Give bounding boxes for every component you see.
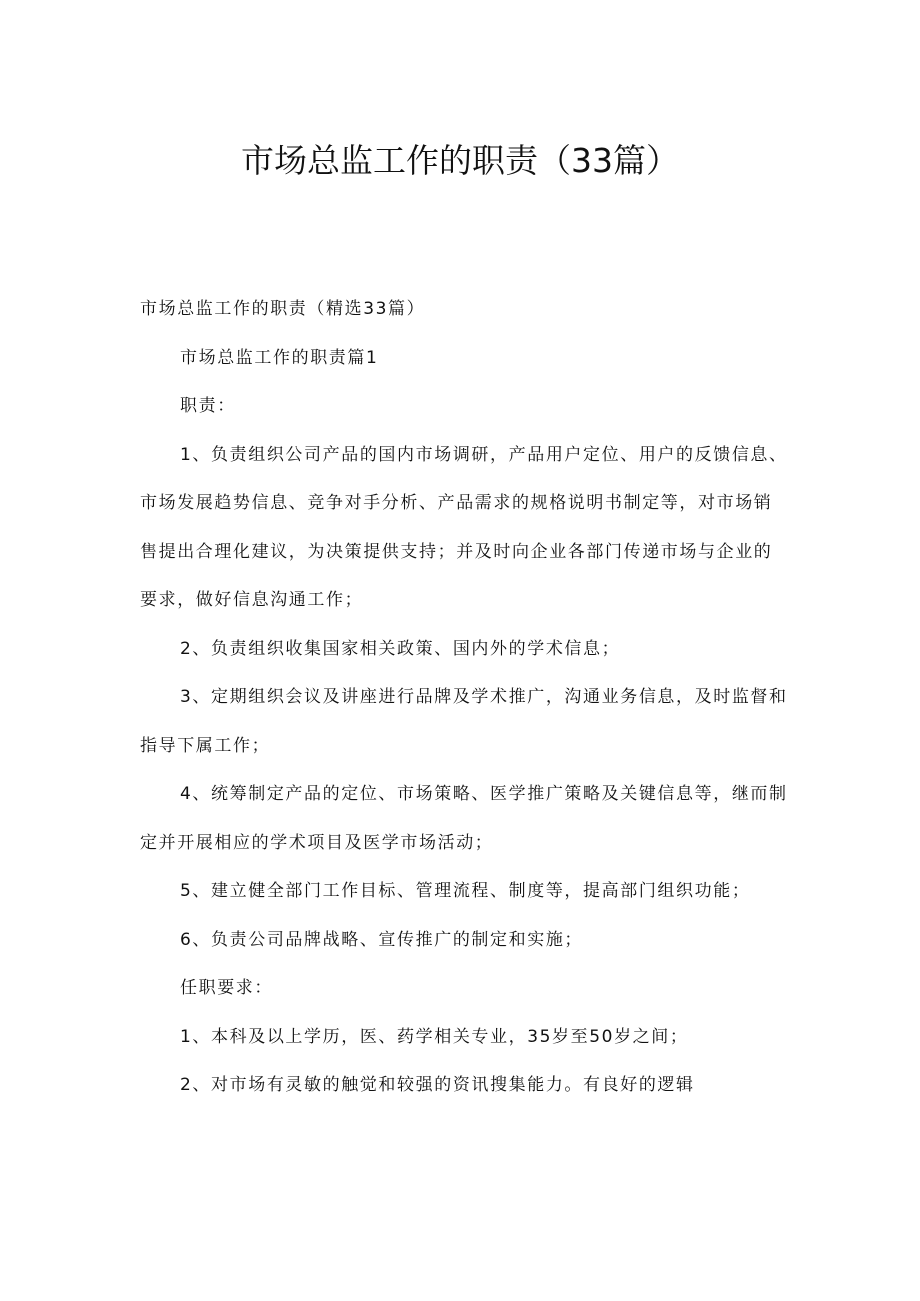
list-item: 5、建立健全部门工作目标、管理流程、制度等，提高部门组织功能； — [180, 881, 751, 901]
document-body — [140, 285, 790, 1110]
subsection-label: 职责： — [180, 396, 236, 416]
list-item: 2、对市场有灵敏的触觉和较强的资讯搜集能力。有良好的逻辑 — [180, 1075, 695, 1095]
list-item: 2、负责组织收集国家相关政策、国内外的学术信息； — [180, 638, 621, 659]
paragraph: 市场总监工作的职责（精选33篇） — [140, 299, 426, 319]
list-item: 4、统筹制定产品的定位、市场策略、医学推广策略及关键信息等，继而制定并开展相应的学术项目及医学市场活动； — [140, 784, 788, 853]
list-item: 1、负责组织公司产品的国内市场调研，产品用户定位、用户的反馈信息、市场发展趋势信息、竞争对手分析、产品需求的规格说明书制定等，对市场销售提出合理化建议，为决策提供支持；并及时向企业各部门传递市场与企业的要求，做好信息沟通工作； — [140, 444, 788, 610]
subsection-label: 任职要求： — [180, 978, 273, 998]
list-item: 6、负责公司品牌战略、宣传推广的制定和实施； — [180, 929, 584, 950]
list-item: 1、本科及以上学历，医、药学相关专业，35岁至50岁之间； — [180, 1026, 689, 1047]
section-heading: 市场总监工作的职责篇1 — [180, 347, 379, 368]
document-title: 市场总监工作的职责（33篇） — [241, 141, 679, 180]
list-item: 3、定期组织会议及讲座进行品牌及学术推广，沟通业务信息，及时监督和指导下属工作； — [140, 687, 788, 756]
